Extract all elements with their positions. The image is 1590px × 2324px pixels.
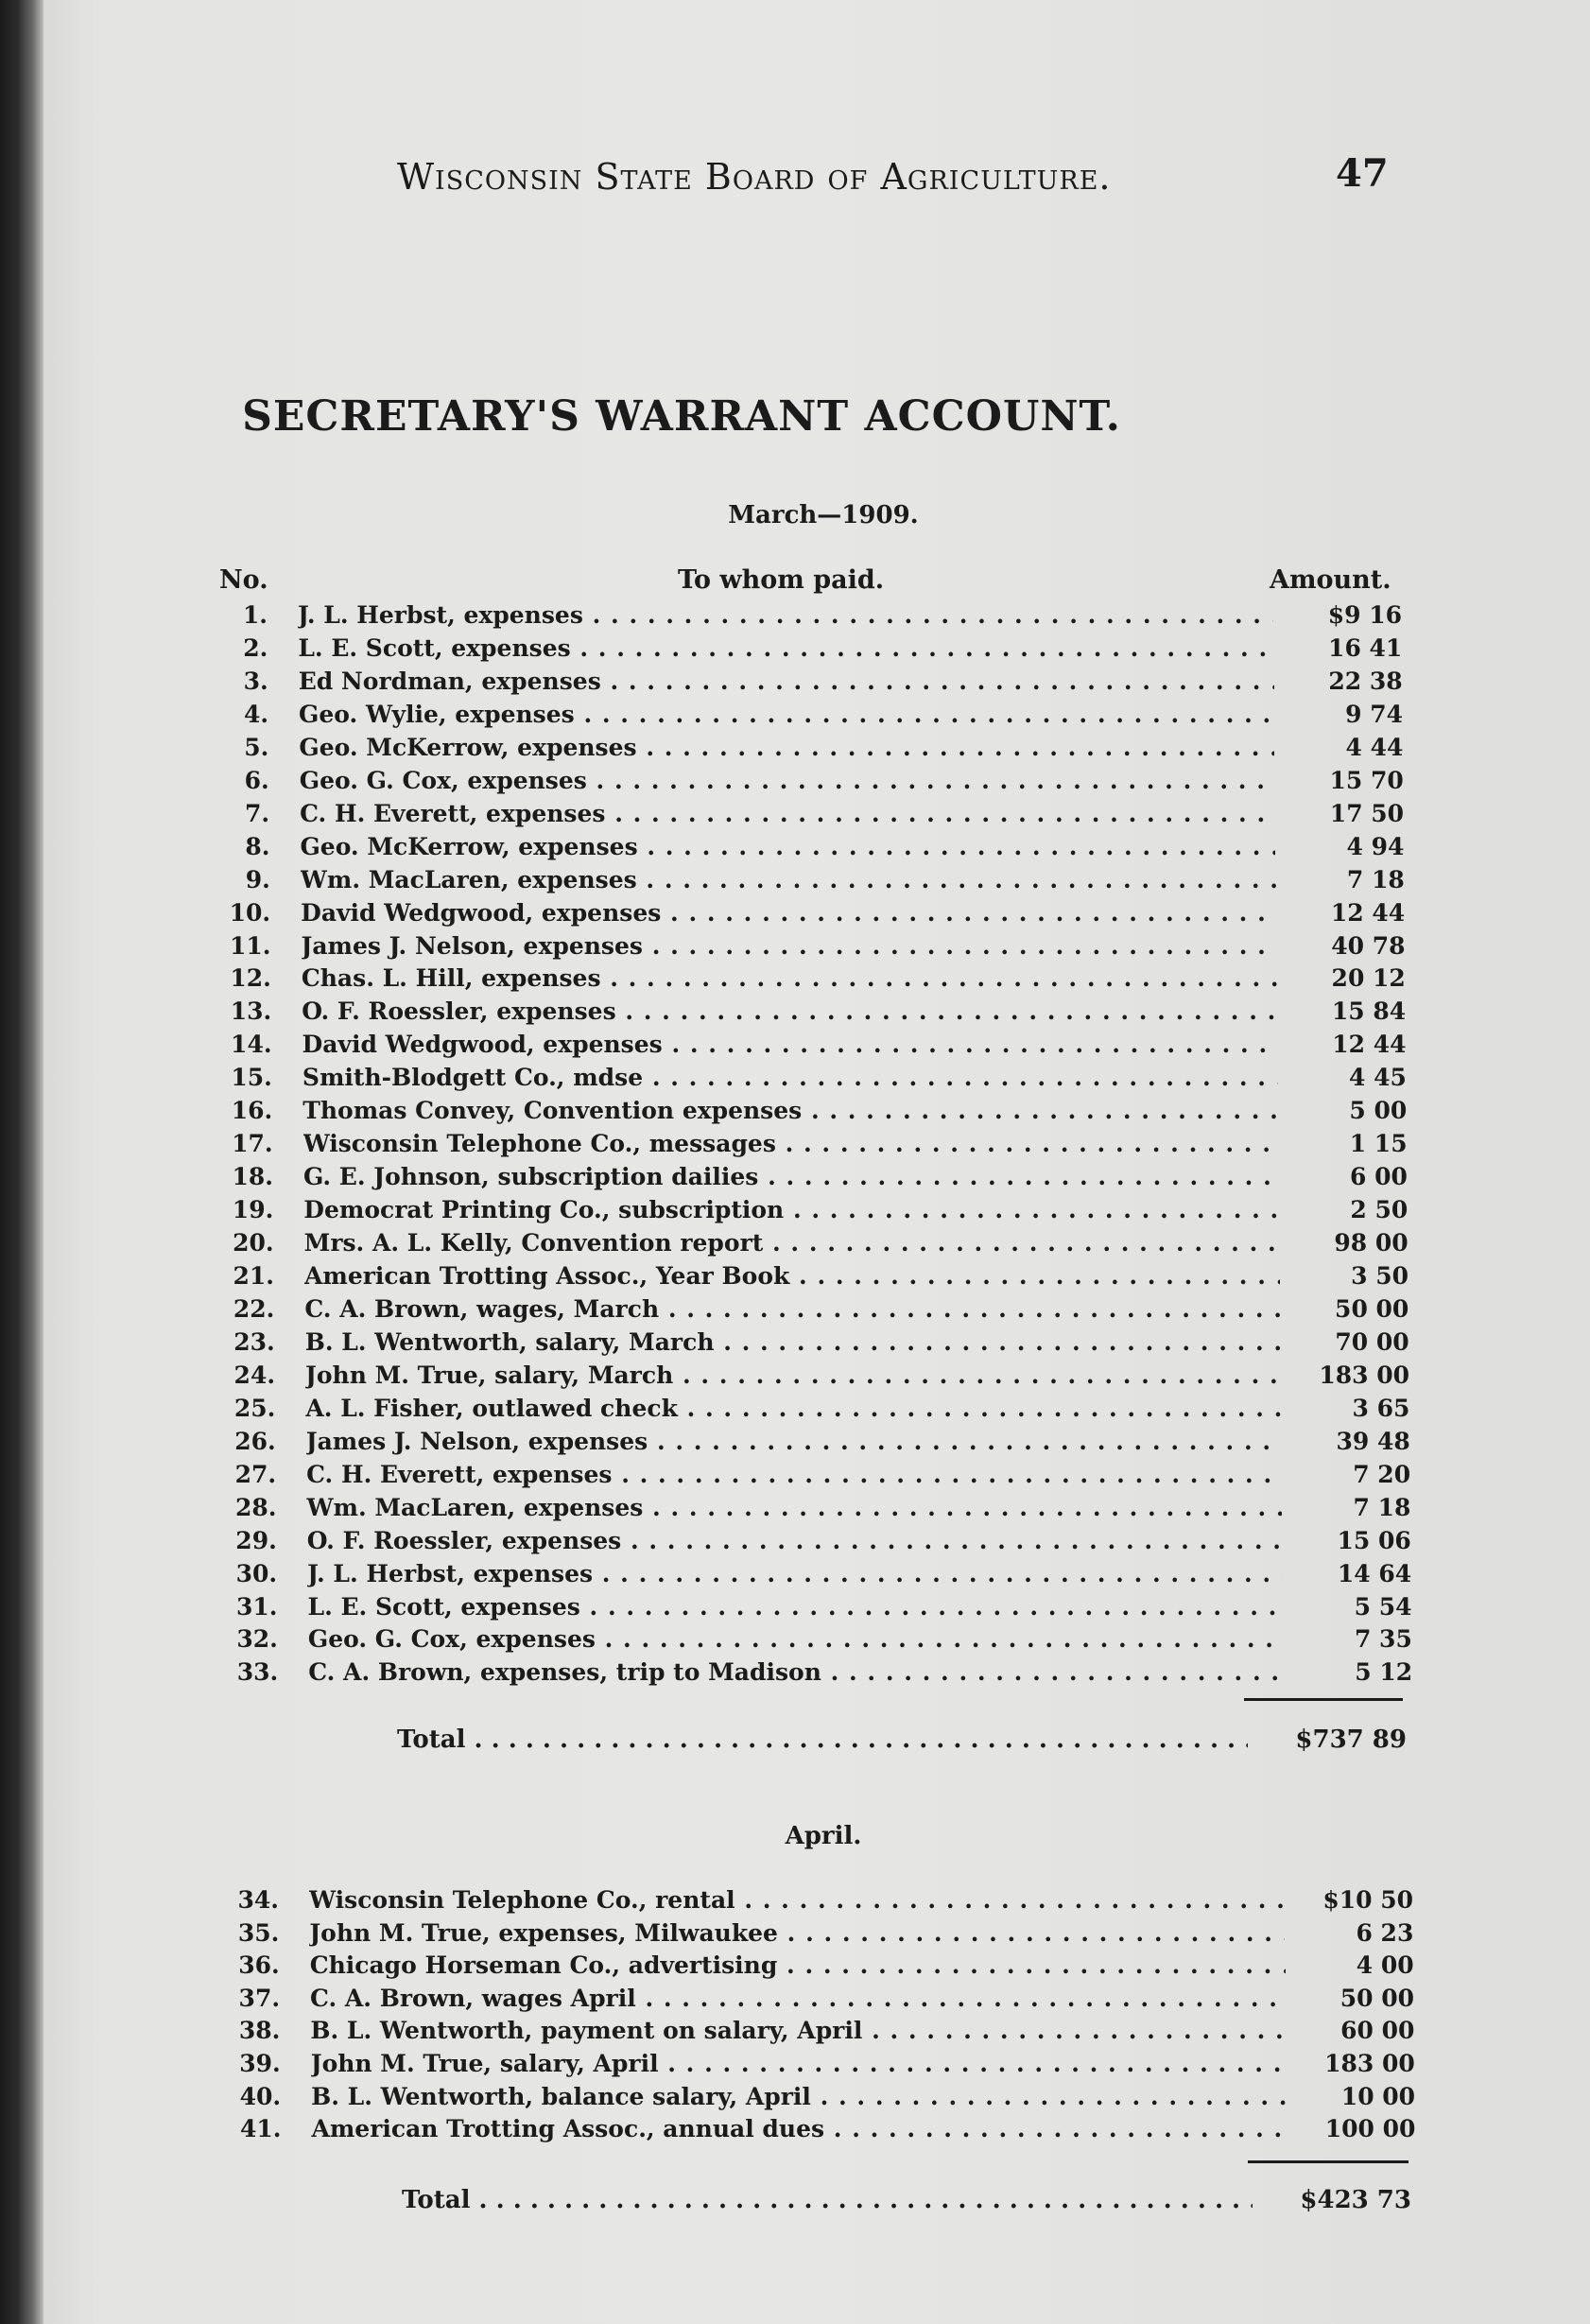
row-number: 35. bbox=[237, 1918, 280, 1947]
row-amount: 15 84 bbox=[1331, 997, 1407, 1026]
row-number: 4. bbox=[243, 700, 269, 728]
table-row bbox=[216, 866, 1411, 899]
table-row bbox=[219, 1295, 1415, 1328]
section-heading-march bbox=[0, 501, 1590, 529]
book-spine-shadow bbox=[0, 0, 43, 2324]
table-row bbox=[226, 2083, 1422, 2116]
row-amount: 16 41 bbox=[1328, 633, 1403, 662]
row-amount: $9 16 bbox=[1327, 601, 1402, 629]
row-number: 7. bbox=[244, 799, 270, 827]
table-row bbox=[215, 800, 1410, 833]
page-number: 47 bbox=[1336, 151, 1389, 196]
march-total-rule bbox=[1244, 1698, 1403, 1701]
march-total-row bbox=[397, 1726, 1409, 1759]
row-amount: 50 00 bbox=[1335, 1294, 1409, 1323]
row-number: 9. bbox=[245, 865, 270, 893]
table-row bbox=[226, 2050, 1422, 2083]
row-number: 11. bbox=[230, 931, 271, 960]
table-row bbox=[220, 1328, 1416, 1361]
row-payee: James J. Nelson, expenses . . . bbox=[306, 1428, 1282, 1455]
row-amount: 10 00 bbox=[1340, 2082, 1416, 2110]
row-number: 14. bbox=[231, 1031, 272, 1059]
row-number: 39. bbox=[239, 2050, 281, 2077]
row-payee: Wisconsin Telephone Co., rental . . . bbox=[309, 1886, 1285, 1914]
row-payee: B. L. Wentworth, salary, March . . . bbox=[305, 1328, 1281, 1356]
row-number: 30. bbox=[235, 1559, 278, 1587]
row-payee: Mrs. A. L. Kelly, Convention report . . . bbox=[304, 1229, 1280, 1257]
table-row bbox=[216, 964, 1412, 997]
april-total-row bbox=[402, 2186, 1413, 2219]
row-payee: Geo. Wylie, expenses . . . bbox=[299, 701, 1274, 728]
row-payee: O. F. Roessler, expenses . . . bbox=[302, 997, 1277, 1025]
row-payee: C. A. Brown, expenses, trip to Madison . . . bbox=[308, 1658, 1284, 1686]
row-amount: 98 00 bbox=[1334, 1229, 1409, 1257]
table-row bbox=[217, 1064, 1413, 1097]
row-number: 38. bbox=[238, 2017, 281, 2045]
row-number: 27. bbox=[234, 1460, 277, 1488]
row-payee: John M. True, salary, April . . . bbox=[311, 2050, 1287, 2077]
row-number: 10. bbox=[229, 898, 271, 927]
table-row bbox=[213, 634, 1409, 668]
row-amount: 20 12 bbox=[1331, 964, 1406, 993]
row-number: 32. bbox=[236, 1625, 278, 1654]
table-row bbox=[214, 701, 1409, 734]
row-number: 5. bbox=[244, 733, 269, 761]
row-payee: Chicago Horseman Co., advertising . . . bbox=[310, 1951, 1286, 1979]
row-amount: 3 50 bbox=[1351, 1262, 1409, 1290]
table-row bbox=[220, 1395, 1416, 1428]
row-payee: Geo. McKerrow, expenses . . . bbox=[300, 833, 1275, 860]
row-number: 29. bbox=[235, 1526, 277, 1554]
row-amount: 9 74 bbox=[1345, 700, 1404, 728]
row-payee: J. L. Herbst, expenses . . . bbox=[307, 1560, 1283, 1587]
row-amount: 14 64 bbox=[1337, 1559, 1412, 1587]
row-amount: 40 78 bbox=[1331, 931, 1406, 960]
table-row bbox=[213, 601, 1409, 634]
row-number: 18. bbox=[232, 1163, 273, 1191]
row-number: 13. bbox=[230, 997, 272, 1026]
row-amount: 15 70 bbox=[1329, 766, 1404, 794]
table-row bbox=[225, 1951, 1421, 1985]
row-payee: American Trotting Assoc., annual dues . . . bbox=[311, 2115, 1287, 2142]
section-heading-april bbox=[0, 1822, 1590, 1850]
row-amount: 7 35 bbox=[1354, 1625, 1412, 1654]
table-row bbox=[223, 1658, 1419, 1691]
row-number: 2. bbox=[243, 633, 268, 662]
row-payee: L. E. Scott, expenses . . . bbox=[298, 634, 1273, 662]
row-amount: 15 06 bbox=[1337, 1526, 1411, 1554]
table-row bbox=[224, 1919, 1420, 1952]
row-amount: 7 18 bbox=[1346, 865, 1405, 893]
table-row bbox=[222, 1560, 1418, 1593]
row-amount: 5 54 bbox=[1354, 1592, 1412, 1621]
row-amount: 183 00 bbox=[1324, 2050, 1415, 2077]
row-payee: Smith-Blodgett Co., mdse . . . bbox=[302, 1064, 1278, 1091]
row-amount: 6 23 bbox=[1356, 1918, 1414, 1947]
table-row bbox=[215, 833, 1410, 866]
table-row bbox=[214, 734, 1409, 767]
table-row bbox=[223, 1593, 1419, 1626]
row-number: 21. bbox=[233, 1262, 274, 1290]
row-amount: 5 00 bbox=[1349, 1097, 1408, 1125]
table-row bbox=[224, 1886, 1420, 1919]
row-payee: David Wedgwood, expenses . . . bbox=[302, 1031, 1278, 1058]
row-number: 26. bbox=[234, 1427, 276, 1455]
table-row bbox=[216, 997, 1412, 1031]
table-row bbox=[216, 932, 1412, 965]
row-amount: 5 12 bbox=[1355, 1658, 1413, 1687]
april-total-amount: $423 73 bbox=[1300, 2186, 1411, 2214]
row-payee: Geo. G. Cox, expenses . . . bbox=[300, 767, 1275, 794]
row-amount: 7 20 bbox=[1353, 1460, 1411, 1488]
column-header-amount: Amount. bbox=[1270, 565, 1391, 595]
row-amount: 3 65 bbox=[1352, 1394, 1410, 1422]
row-number: 16. bbox=[231, 1097, 273, 1125]
row-amount: 7 18 bbox=[1353, 1493, 1411, 1521]
table-row bbox=[225, 2017, 1421, 2050]
table-row bbox=[218, 1196, 1414, 1229]
page-title bbox=[0, 392, 1590, 441]
row-payee: Wisconsin Telephone Co., messages . . . bbox=[303, 1130, 1279, 1157]
row-payee: David Wedgwood, expenses . . . bbox=[301, 899, 1276, 927]
row-number: 34. bbox=[237, 1886, 279, 1914]
row-number: 20. bbox=[233, 1229, 274, 1257]
row-amount: 4 94 bbox=[1346, 832, 1405, 860]
row-payee: B. L. Wentworth, payment on salary, April . . . bbox=[310, 2017, 1286, 2044]
table-row bbox=[216, 899, 1411, 932]
row-number: 24. bbox=[233, 1361, 276, 1389]
table-row bbox=[214, 668, 1409, 701]
row-number: 28. bbox=[234, 1493, 277, 1521]
row-number: 19. bbox=[232, 1196, 274, 1224]
row-number: 12. bbox=[230, 964, 271, 993]
row-payee: John M. True, salary, March . . . bbox=[305, 1361, 1281, 1389]
row-amount: 60 00 bbox=[1340, 2017, 1415, 2045]
march-total-label: Total . . . bbox=[397, 1726, 1248, 1754]
row-amount: 6 00 bbox=[1350, 1163, 1408, 1191]
table-row bbox=[220, 1361, 1416, 1395]
table-row bbox=[218, 1130, 1414, 1163]
row-payee: Thomas Convey, Convention expenses . . . bbox=[302, 1097, 1278, 1124]
row-payee: G. E. Johnson, subscription dailies . . . bbox=[303, 1163, 1279, 1190]
table-row bbox=[219, 1229, 1415, 1262]
row-number: 23. bbox=[233, 1327, 275, 1356]
row-payee: O. F. Roessler, expenses . . . bbox=[307, 1527, 1283, 1554]
row-amount: 4 00 bbox=[1356, 1951, 1414, 1980]
row-payee: Wm. MacLaren, expenses . . . bbox=[306, 1494, 1282, 1521]
table-row bbox=[221, 1494, 1417, 1527]
march-total-amount: $737 89 bbox=[1295, 1726, 1407, 1754]
row-payee: Ed Nordman, expenses . . . bbox=[299, 668, 1274, 695]
row-amount: 12 44 bbox=[1332, 1031, 1407, 1059]
row-payee: L. E. Scott, expenses . . . bbox=[308, 1593, 1284, 1621]
row-payee: C. A. Brown, wages, March . . . bbox=[304, 1295, 1280, 1323]
row-payee: Geo. G. Cox, expenses . . . bbox=[308, 1625, 1284, 1653]
table-row bbox=[218, 1163, 1414, 1196]
row-payee: Democrat Printing Co., subscription . . . bbox=[303, 1196, 1279, 1223]
section-heading-april-text: April. bbox=[785, 1822, 862, 1850]
row-payee: Wm. MacLaren, expenses . . . bbox=[301, 866, 1276, 893]
row-amount: 50 00 bbox=[1339, 1984, 1415, 2012]
row-number: 25. bbox=[233, 1394, 276, 1422]
row-payee: A. L. Fisher, outlawed check . . . bbox=[305, 1395, 1281, 1422]
table-row bbox=[219, 1262, 1415, 1295]
row-amount: 1 15 bbox=[1349, 1130, 1408, 1158]
row-amount: 183 00 bbox=[1319, 1361, 1410, 1389]
table-row bbox=[215, 767, 1410, 800]
row-number: 31. bbox=[236, 1592, 278, 1621]
row-payee: C. H. Everett, expenses . . . bbox=[300, 800, 1275, 827]
column-header-no: No. bbox=[219, 565, 268, 595]
table-row bbox=[223, 1625, 1419, 1658]
table-row bbox=[217, 1097, 1413, 1130]
row-number: 36. bbox=[238, 1951, 280, 1980]
april-total-label: Total . . . bbox=[402, 2186, 1253, 2214]
table-row bbox=[222, 1527, 1418, 1560]
table-row bbox=[226, 2115, 1422, 2148]
table-row bbox=[225, 1985, 1421, 2018]
row-amount: 2 50 bbox=[1350, 1196, 1409, 1224]
column-header-payee: To whom paid. bbox=[678, 565, 885, 595]
row-number: 17. bbox=[232, 1130, 273, 1158]
table-row bbox=[221, 1428, 1417, 1461]
row-payee: James J. Nelson, expenses . . . bbox=[302, 932, 1277, 960]
row-number: 40. bbox=[239, 2082, 282, 2110]
row-amount: 39 48 bbox=[1336, 1427, 1410, 1455]
row-number: 41. bbox=[239, 2115, 282, 2143]
row-number: 33. bbox=[236, 1658, 279, 1687]
row-number: 22. bbox=[233, 1294, 275, 1323]
april-total-rule bbox=[1248, 2160, 1409, 2163]
row-payee: American Trotting Assoc., Year Book . . . bbox=[304, 1262, 1280, 1290]
row-amount: 17 50 bbox=[1329, 799, 1405, 827]
row-payee: C. A. Brown, wages April . . . bbox=[310, 1985, 1286, 2012]
row-payee: Chas. L. Hill, expenses . . . bbox=[302, 964, 1277, 992]
section-heading-march-text: March—1909. bbox=[728, 501, 919, 529]
row-payee: J. L. Herbst, expenses . . . bbox=[298, 601, 1273, 629]
row-amount: 4 45 bbox=[1349, 1064, 1407, 1092]
row-amount: 4 44 bbox=[1345, 733, 1404, 761]
row-number: 37. bbox=[238, 1984, 281, 2012]
row-payee: B. L. Wentworth, balance salary, April . . . bbox=[311, 2083, 1287, 2110]
row-amount: 100 00 bbox=[1324, 2115, 1416, 2143]
running-title: Wisconsin State Board of Agriculture. bbox=[397, 156, 1112, 198]
row-number: 15. bbox=[231, 1064, 272, 1092]
row-number: 6. bbox=[244, 766, 269, 794]
row-amount: 70 00 bbox=[1335, 1327, 1409, 1356]
row-number: 3. bbox=[243, 667, 268, 695]
row-amount: $10 50 bbox=[1322, 1886, 1413, 1914]
row-payee: Geo. McKerrow, expenses . . . bbox=[299, 734, 1274, 761]
row-number: 1. bbox=[242, 601, 268, 629]
row-payee: C. H. Everett, expenses . . . bbox=[306, 1461, 1282, 1488]
table-row bbox=[217, 1031, 1413, 1064]
row-number: 8. bbox=[245, 832, 270, 860]
table-row bbox=[221, 1461, 1417, 1494]
row-payee: John M. True, expenses, Milwaukee . . . bbox=[309, 1919, 1285, 1947]
page-title-text: SECRETARY'S WARRANT ACCOUNT. bbox=[242, 392, 1121, 441]
row-amount: 12 44 bbox=[1330, 898, 1406, 927]
row-amount: 22 38 bbox=[1328, 667, 1403, 695]
